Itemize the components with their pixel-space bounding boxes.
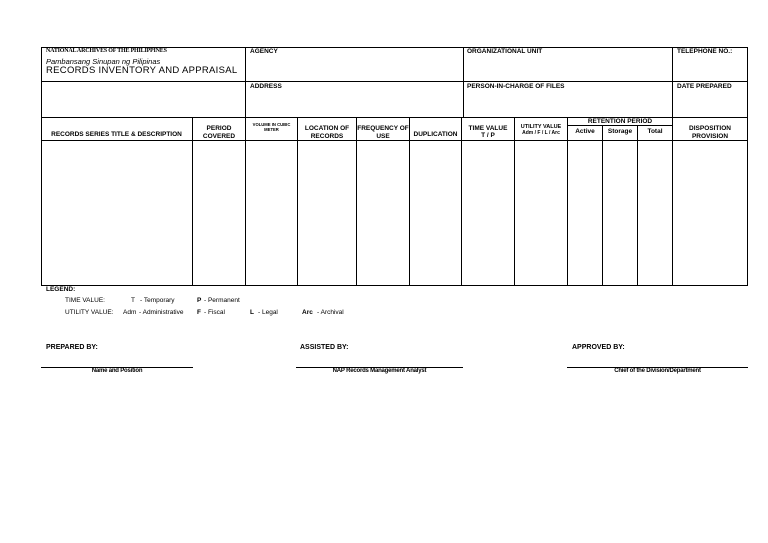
col-header-duplication: DUPLICATION bbox=[413, 131, 458, 138]
org-unit-label: ORGANIZATIONAL UNIT bbox=[467, 48, 543, 55]
col-header-utility-value-sub: Adm / F / L / Arc bbox=[522, 130, 560, 136]
approved-by-label: APPROVED BY: bbox=[572, 344, 625, 351]
col-divider-2 bbox=[245, 117, 246, 286]
agency-label: AGENCY bbox=[250, 48, 278, 55]
legend-l-code: L bbox=[250, 309, 254, 316]
legend-p-desc: - Permanent bbox=[204, 297, 240, 304]
col-header-time-value: TIME VALUE bbox=[468, 125, 508, 132]
person-in-charge-label: PERSON-IN-CHARGE OF FILES bbox=[467, 83, 565, 90]
address-label: ADDRESS bbox=[250, 83, 282, 90]
col-divider-11 bbox=[672, 117, 673, 286]
col-header-time-value-sub: T / P bbox=[481, 132, 495, 139]
prepared-by-caption: Name and Position bbox=[91, 368, 143, 374]
legend-l-desc: - Legal bbox=[258, 309, 278, 316]
header-divider-telephone bbox=[672, 47, 673, 118]
telephone-label: TELEPHONE NO.: bbox=[677, 48, 733, 55]
table-right-border bbox=[747, 47, 748, 286]
col-header-active: Active bbox=[575, 128, 595, 135]
legend-f-code: F bbox=[197, 309, 201, 316]
legend-t-code: T bbox=[131, 297, 135, 304]
legend-arc-desc: - Archival bbox=[317, 309, 344, 316]
org-name-local: Pambansang Sinupan ng Pilipinas bbox=[46, 57, 161, 66]
col-header-utility-value: UTILITY VALUE bbox=[520, 124, 562, 130]
header-row-divider bbox=[41, 81, 747, 82]
legend-time-value-label: TIME VALUE: bbox=[65, 297, 105, 304]
column-header-bottom bbox=[41, 140, 747, 141]
table-left-border bbox=[41, 47, 42, 286]
col-header-frequency: FREQUENCY OF USE bbox=[357, 125, 409, 140]
col-header-series-title: RECORDS SERIES TITLE & DESCRIPTION bbox=[51, 131, 182, 138]
legend-t-desc: - Temporary bbox=[140, 297, 175, 304]
col-divider-5 bbox=[409, 117, 410, 286]
col-header-period-covered: PERIOD COVERED bbox=[202, 125, 236, 140]
col-header-storage: Storage bbox=[607, 128, 633, 135]
col-divider-10 bbox=[637, 125, 638, 286]
col-header-total: Total bbox=[647, 128, 663, 135]
legend-adm-desc: - Administrative bbox=[139, 309, 184, 316]
col-divider-6 bbox=[461, 117, 462, 286]
approved-by-caption: Chief of the Division/Department bbox=[614, 368, 701, 374]
legend-p-code: P bbox=[197, 297, 202, 304]
col-divider-8 bbox=[567, 117, 568, 286]
legend-title: LEGEND: bbox=[46, 286, 76, 293]
col-divider-1 bbox=[192, 117, 193, 286]
col-divider-7 bbox=[514, 117, 515, 286]
assisted-by-label: ASSISTED BY: bbox=[300, 344, 349, 351]
date-prepared-label: DATE PREPARED bbox=[677, 83, 732, 90]
col-header-volume: VOLUME IN CUBIC METER bbox=[252, 122, 291, 132]
col-header-disposition: DISPOSITION PROVISION bbox=[689, 125, 731, 140]
col-header-retention-period: RETENTION PERIOD bbox=[587, 118, 653, 125]
legend-utility-value-label: UTILITY VALUE: bbox=[65, 309, 114, 316]
col-divider-4 bbox=[356, 117, 357, 286]
col-divider-3 bbox=[297, 117, 298, 286]
legend-arc-code: Arc bbox=[302, 309, 313, 316]
col-divider-9 bbox=[602, 125, 603, 286]
col-header-location: LOCATION OF RECORDS bbox=[304, 125, 350, 140]
org-name: NATIONAL ARCHIVES OF THE PHILIPPINES bbox=[46, 48, 167, 54]
legend-adm-code: Adm bbox=[123, 309, 137, 316]
form-title: RECORDS INVENTORY AND APPRAISAL bbox=[46, 65, 238, 76]
header-divider-agency bbox=[245, 47, 246, 118]
header-divider-orgunit bbox=[463, 47, 464, 118]
assisted-by-caption: NAP Records Management Analyst bbox=[332, 368, 427, 374]
prepared-by-label: PREPARED BY: bbox=[46, 344, 98, 351]
table-bottom-border bbox=[41, 285, 747, 286]
legend-f-desc: - Fiscal bbox=[204, 309, 225, 316]
